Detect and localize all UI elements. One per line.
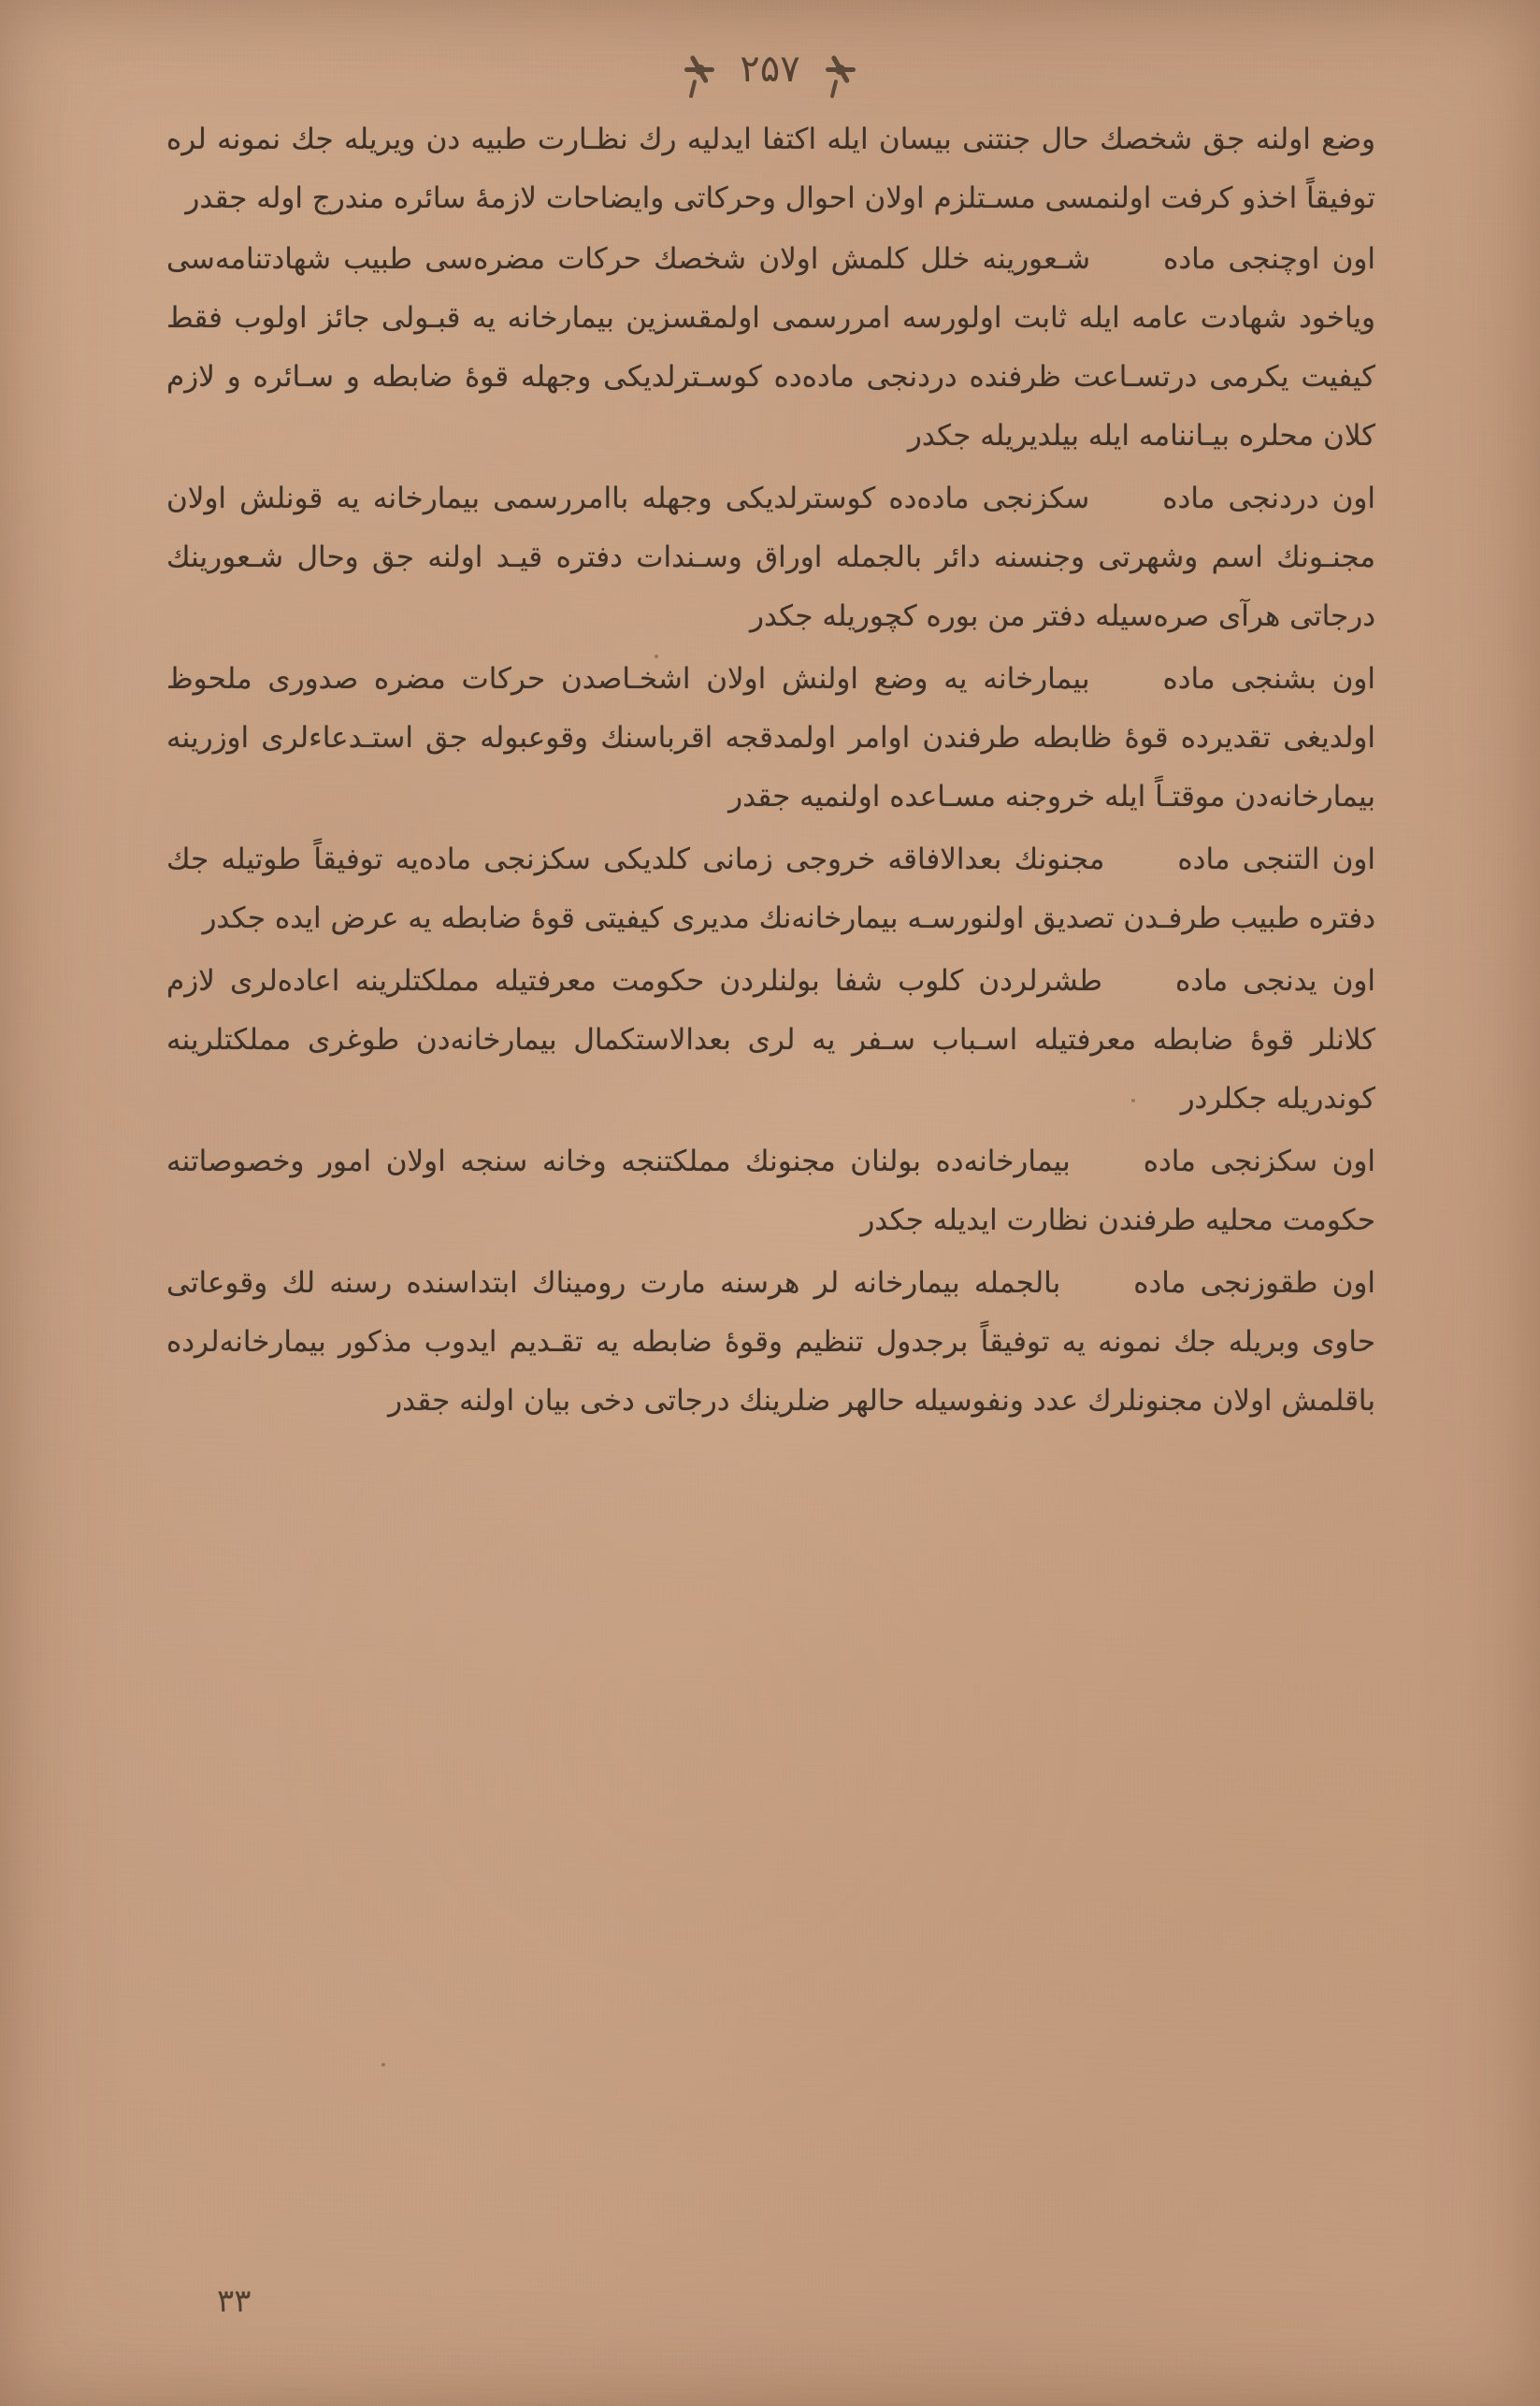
paragraph-article-15 (166, 650, 1375, 827)
article-label: اون طقوزنجی ماده (1133, 1266, 1375, 1300)
article-label: اون دردنجی ماده (1162, 482, 1375, 515)
paragraph-text: شـعورینه خلل کلمش اولان شخصك حرکات مضرەسی طبیب شهادتنامەسی ویاخود شهادت عامه ایله ثابت اولورسه امررسمی اولمقسزین بیمارخانه یه قبـولی جائز اولوب فقط کیفیت یکرمی درتسـاعت ظرفنده دردنجی مادەده کوسـترلدیکی وجهله قوهٔ ضابطه و سـائره و لازم کلان محلره بیـاننامه ایله بیلدیریله جکدر (166, 242, 1375, 453)
article-label: اون التنجی ماده (1177, 843, 1375, 876)
paragraph-article-13 (166, 230, 1375, 466)
paragraph-text: وضع اولنه جق شخصك حال جنتنی بیسان ایله اکتفا ایدلیه رك نظـارت طبیه دن ویریله جك نمونه لره توفیقاً اخذو کرفت اولنمسی مسـتلزم اولان احوال وحرکاتی وایضاحات لازمهٔ سائره مندرج اوله جقدر (166, 122, 1375, 215)
article-label: اون سکزنجی ماده (1143, 1145, 1375, 1178)
article-label: اون بشنجی ماده (1162, 662, 1376, 696)
floral-star-ornament-icon (825, 53, 856, 85)
paragraph-intro (166, 110, 1375, 228)
signature-mark: ۳۳ (217, 2283, 252, 2320)
paragraph-article-17 (166, 952, 1375, 1129)
floral-star-ornament-icon (684, 53, 715, 85)
paragraph-text: بالجمله بیمارخانه لر هرسنه مارت رومیناك ابتداسنده رسنه لك وقوعاتی حاوی وبریله جك نمونه یه توفیقاً برجدول تنظیم وقوهٔ ضابطه یه تقـدیم ایدوب مذکور بیمارخانەلرده باقلمش اولان مجنونلرك عدد ونفوسیله حالهر ضلرینك درجاتی دخی بیان اولنه جقدر (166, 1266, 1375, 1418)
ink-speck (381, 2063, 385, 2067)
paragraph-text: بیمارخانه یه وضع اولنش اولان اشخـاصدن حرکات مضره صدوری ملحوظ اولدیغی تقدیرده قوهٔ ظابطه طرفندن اوامر اولمدقجه اقرباسنك وقوعبوله جق استـدعاءلری اوزرینه بیمارخانەدن موقتـاً ایله خروجنه مسـاعده اولنمیه جقدر (166, 662, 1375, 814)
paragraph-article-16 (166, 830, 1375, 948)
paragraph-text: طشرلردن کلوب شفا بولنلردن حکومت معرفتیله مملکتلرینه اعادەلری لازم کلانلر قوهٔ ضابطه معرفتیله اسـباب سـفر یه لری بعدالاستکمال بیمارخانەدن طوغری مملکتلرینه کوندریله جکلردر (166, 964, 1375, 1116)
article-label: اون اوچنجی ماده (1163, 242, 1375, 276)
document-body (166, 110, 1375, 1434)
paragraph-article-14 (166, 469, 1375, 646)
paragraph-article-18 (166, 1132, 1375, 1250)
paragraph-text: مجنونك بعدالافاقه خروجی زمانی کلدیکی سکزنجی مادەیه توفیقاً طوتیله جك دفتره طبیب طرفـدن تصدیق اولنورسـه بیمارخانەنك مدیری کیفیتی قوهٔ ضابطه یه عرض ایده جکدر (166, 843, 1375, 935)
article-label: اون یدنجی ماده (1174, 964, 1376, 998)
folio-number: ۲۵۷ (740, 48, 800, 91)
page-header (0, 32, 1540, 107)
paragraph-article-19 (166, 1254, 1375, 1431)
paragraph-text: بیمارخانەده بولنان مجنونك مملکتنجه وخانه سنجه اولان امور وخصوصاتنه حکومت محلیه طرفندن نظارت ایدیله جکدر (166, 1145, 1375, 1237)
paragraph-text: سکزنجی مادەده کوسترلدیکی وجهله باامررسمی بیمارخانه یه قونلش اولان مجنـونك اسم وشهرتی وجنسنه دائر بالجمله اوراق وسـندات دفتره قیـد اولنه جق وحال شـعورینك درجاتی هرآی صرەسیله دفتر من بوره کچوریله جکدر (166, 482, 1375, 633)
